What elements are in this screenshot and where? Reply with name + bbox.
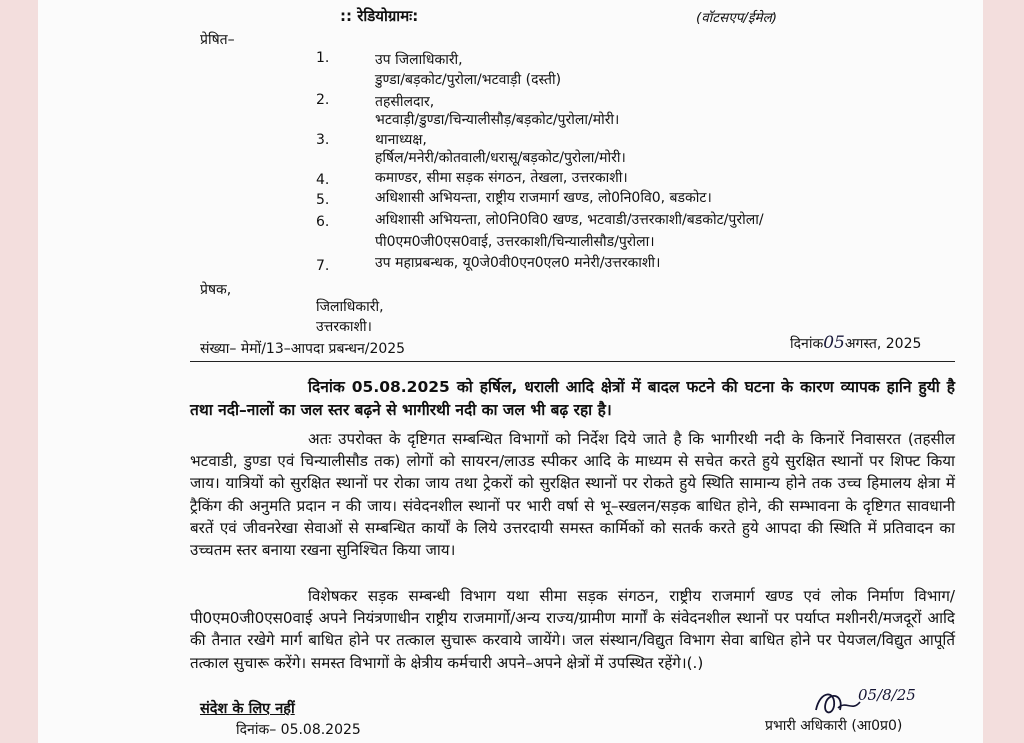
recipient-line: भटवाड़ी/डुण्डा/चिन्यालीसौड़/बड़कोट/पुरोला/मोरी। [375,112,620,128]
handwritten-date-day: 05 [823,333,845,353]
recipient-number: 6. [316,214,330,230]
date-suffix: अगस्त, 2025 [844,336,922,352]
sender-label: प्रेषक, [200,282,232,298]
recipient-line: उप जिलाधिकारी, [375,52,463,68]
recipient-number: 4. [316,172,330,188]
recipient-line: डुण्डा/बड़कोट/पुरोला/भटवाड़ी (दस्ती) [375,72,562,88]
issue-date: दिनांक– 05.08.2025 [236,722,361,738]
recipient-line: थानाध्यक्ष, [375,132,427,148]
recipient-line: कमाण्डर, सीमा सड़क संगठन, तेखला, उत्तरकाशी। [375,170,628,186]
not-for-message-label: संदेश के लिए नहीं [200,701,295,717]
sender-office: जिलाधिकारी, [316,299,384,315]
recipient-number: 5. [316,192,330,208]
recipients-label: प्रेषित– [200,32,235,48]
recipient-number: 3. [316,132,330,148]
header-divider [190,361,955,362]
radiogram-title: :: रेडियोग्रामः: [340,7,419,25]
recipient-line: तहसीलदार, [375,94,435,110]
recipient-number: 7. [316,258,330,274]
recipient-number: 1. [316,50,330,66]
recipient-line: उप महाप्रबन्धक, यू0जे0वी0एन0एल0 मनेरी/उत्तरकाशी। [375,255,661,271]
memo-number: संख्या– मेमों/13–आपदा प्रबन्धन/2025 [200,341,406,357]
recipient-line: अधिशासी अभियन्ता, लो0नि0वि0 खण्ड, भटवाडी/उत्तरकाशी/बडकोट/पुरोला/ [375,212,764,228]
recipient-number: 2. [316,92,330,108]
recipient-line: पी0एम0जी0एस0वाई, उत्तरकाशी/चिन्यालीसौड/पुरोला। [375,234,655,250]
date-prefix: दिनांक [790,336,824,352]
body-paragraph-2: अतः उपरोक्त के दृष्टिगत सम्बन्धित विभागों को निर्देश दिये जाते है कि भागीरथी नदी के किनारें निवासरत (तहसील भटवाडी, डुण्डा एवं चिन्यालीसौड तक) लोगों को सायरन/लाउड स्पीकर आदि के माध्यम से सचेत करते हुये सुरक्षित स्थानों पर शिफ्ट किया जाय। यात्रियों को सुरक्षित स्थानों पर रोका जाय तथा ट्रेकरों को सुरक्षित स्थानों पर रोकते हुये स्थिति सामान्य होने तक उच्च हिमालय क्षेत्रा में ट्रैकिंग की अनुमति प्रदान न की जाय। संवेदनशील स्थानों पर भारी वर्षा से भू–स्खलन/सड़क बाधित होने, की सम्भावना के दृष्टिगत सावधानी बरतें एवं जीवनरेखा सेवाओं से सम्बन्धित कार्यों के लिये उत्तरदायी समस्त कार्मिकों को सतर्क करते हुये आपदा की स्थिति में प्रतिवादन का उच्चतम स्तर बनाया रखना सुनिश्चित किया जाय। [190,430,955,560]
recipient-line: हर्षिल/मनेरी/कोतवाली/धरासू/बड़कोट/पुरोला/मोरी। [375,150,626,166]
body-paragraph-1: दिनांक 05.08.2025 को हर्षिल, धराली आदि क्षेत्रों में बादल फटने की घटना के कारण व्यापक हानि हुयी है तथा नदी–नालों का जल स्तर बढ़ने से भागीरथी नदी का जल भी बढ़ रहा है। [190,378,955,419]
recipient-line: अधिशासी अभियन्ता, राष्ट्रीय राजमार्ग खण्ड, लो0नि0वि0, बडकोट। [375,190,712,206]
body-paragraph-3: विशेषकर सड़क सम्बन्धी विभाग यथा सीमा सड़क संगठन, राष्ट्रीय राजमार्ग खण्ड एवं लोक निर्माण विभाग/पी0एम0जी0एस0वाई अपने नियंत्रणाधीन राष्ट्रीय राजमार्गो/अन्य राज्य/ग्रामीण मार्गों के संवेदनशील स्थानों पर पर्याप्त मशीनरी/मजदूरों आदि की तैनात रखेगे मार्ग बाधित होने पर तत्काल सुचारू करवाये जायेंगे। जल संस्थान/विद्युत विभाग सेवा बाधित होने पर पेयजल/विद्युत आपूर्ति तत्काल सुचारू करेंगे। समस्त विभागों के क्षेत्रीय कर्मचारी अपने–अपने क्षेत्रों में उपस्थित रहेंगे।(.) [190,587,955,672]
sender-district: उत्तरकाशी। [316,319,372,335]
signatory-designation: प्रभारी अधिकारी (आ0प्र0) [765,718,903,734]
communication-mode: (वॉटसएप/ईमेल) [696,10,778,26]
memo-date [790,333,921,353]
signature-date: 05/8/25 [858,686,916,704]
